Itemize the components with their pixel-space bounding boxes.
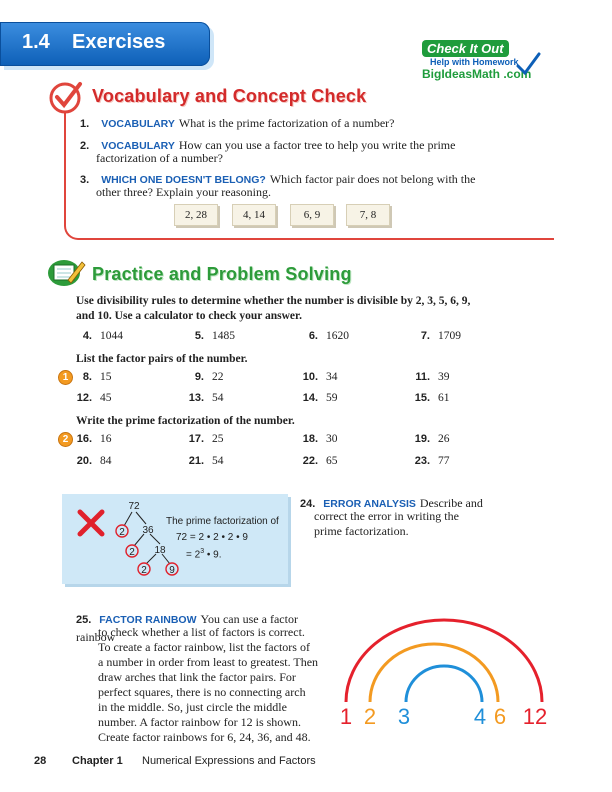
- error-statement-line1: The prime factorization of: [166, 516, 279, 527]
- footer-chapter: Chapter 1: [72, 755, 123, 767]
- exercise-item: [402, 455, 502, 471]
- exercise-number: 24.: [300, 498, 316, 510]
- exercise-number: 17.: [188, 433, 204, 445]
- exercise-text-line: perfect squares, there is no connecting arch: [98, 685, 306, 699]
- exercise-value: 61: [438, 392, 450, 404]
- exercise-item: [402, 371, 502, 387]
- exercise-value: 16: [100, 433, 112, 445]
- example-badge-1[interactable]: 1: [58, 370, 73, 385]
- exercise-number: 13.: [188, 392, 204, 404]
- tree-node: 36: [142, 525, 154, 536]
- question-keyword: VOCABULARY: [101, 118, 175, 130]
- exercise-text-line: draw arches that link the factor pairs. For: [98, 670, 296, 684]
- checkmark-icon: [514, 50, 542, 78]
- check-it-out-badge[interactable]: [416, 40, 544, 84]
- question-number: 2.: [80, 140, 90, 152]
- exercise-text-line: Create factor rainbows for 6, 24, 36, and 48.: [98, 730, 311, 744]
- exercise-text-line: in the middle. So, just circle the middle: [98, 700, 287, 714]
- exercise-text-line: correct the error in writing the: [314, 509, 459, 523]
- rainbow-factor: 6: [493, 704, 507, 729]
- exercise-value: 45: [100, 392, 112, 404]
- question-number: 1.: [80, 118, 90, 130]
- exercise-item: [290, 392, 390, 408]
- error-statement-line2: 72 = 2 • 2 • 2 • 9: [176, 532, 248, 543]
- exercise-number: 6.: [308, 330, 318, 342]
- example-badge-2[interactable]: 2: [58, 432, 73, 447]
- instructions-divisibility-line2: and 10. Use a calculator to check your answer.: [76, 310, 302, 322]
- exercise-item: [402, 392, 502, 408]
- exercise-item: [290, 371, 390, 387]
- exercise-value: 30: [326, 433, 338, 445]
- exercise-text-line: number. A factor rainbow for 12 is shown.: [98, 715, 301, 729]
- exercise-value: 26: [438, 433, 450, 445]
- exercise-value: 34: [326, 371, 338, 383]
- exercise-value: 54: [212, 455, 224, 467]
- exercise-number: 5.: [194, 330, 204, 342]
- exercise-value: 59: [326, 392, 338, 404]
- rainbow-factor: 3: [397, 704, 411, 729]
- exercise-number: 8.: [82, 371, 92, 383]
- exercise-keyword: ERROR ANALYSIS: [323, 498, 416, 510]
- factor-pair-card: 6, 9: [290, 204, 334, 226]
- tree-leaf: 2: [119, 527, 125, 538]
- exercise-value: 77: [438, 455, 450, 467]
- exercise-value: 84: [100, 455, 112, 467]
- exercise-text-line: prime factorization.: [314, 524, 409, 538]
- tree-root: 72: [128, 501, 140, 512]
- question-text: How can you use a factor tree to help you write the prime: [178, 138, 456, 152]
- exercise-number: 25.: [76, 614, 92, 626]
- exercise-item: [176, 371, 276, 387]
- rainbow-arch-3-4: [406, 666, 482, 702]
- exercise-item: [64, 330, 164, 346]
- check-circle-icon: [48, 80, 84, 116]
- factor-pair-card: 2, 28: [174, 204, 218, 226]
- exercise-number: 10.: [302, 371, 318, 383]
- question-text: What is the prime factorization of a number?: [178, 116, 395, 130]
- question-text-continued: other three? Explain your reasoning.: [96, 185, 271, 199]
- tree-leaf: 2: [141, 565, 147, 576]
- exercise-value: 65: [326, 455, 338, 467]
- exercise-number: 7.: [420, 330, 430, 342]
- exercise-item: [176, 330, 276, 346]
- notebook-pencil-icon: [46, 256, 86, 288]
- exercise-item: [402, 330, 502, 346]
- exercise-keyword: FACTOR RAINBOW: [99, 614, 197, 626]
- rainbow-factor: 12: [522, 704, 548, 729]
- exercise-item: [402, 433, 502, 449]
- rainbow-arch-1-12: [346, 620, 542, 702]
- page-number: 28: [34, 755, 47, 767]
- tree-leaf: 2: [129, 547, 135, 558]
- section-number: 1.4: [22, 31, 50, 53]
- exercise-text: You can use a factor rainbow: [76, 612, 298, 644]
- exercise-item: [290, 455, 390, 471]
- exercise-value: 39: [438, 371, 450, 383]
- exercise-text: Describe and: [419, 496, 483, 510]
- exercise-number: 12.: [76, 392, 92, 404]
- exercise-item: [176, 433, 276, 449]
- exercise-item: [64, 392, 164, 408]
- exercise-number: 20.: [76, 455, 92, 467]
- exercise-number: 21.: [188, 455, 204, 467]
- tree-leaf: 9: [169, 565, 175, 576]
- vocab-question-1: [80, 114, 550, 132]
- section-header-tab: [0, 22, 210, 66]
- instructions-factor-pairs: List the factor pairs of the number.: [76, 353, 248, 365]
- exercise-value: 1044: [100, 330, 123, 342]
- vocab-section-title: Vocabulary and Concept Check: [92, 86, 367, 106]
- exercise-number: 15.: [414, 392, 430, 404]
- section-title: Exercises: [72, 31, 166, 53]
- exercise-number: 18.: [302, 433, 318, 445]
- exercise-number: 9.: [194, 371, 204, 383]
- exercise-value: 15: [100, 371, 112, 383]
- exercise-text-line: To create a factor rainbow, list the factors of: [98, 640, 310, 654]
- error-analysis-box: [62, 494, 288, 584]
- error-statement-part: • 9.: [204, 549, 222, 561]
- tree-node: 18: [154, 545, 166, 556]
- factor-rainbow-illustration: [330, 610, 560, 730]
- question-text: Which factor pair does not belong with the: [269, 172, 476, 186]
- exercise-item: [64, 455, 164, 471]
- exercise-number: 22.: [302, 455, 318, 467]
- practice-section-title: Practice and Problem Solving: [92, 264, 352, 284]
- exercise-number: 16.: [76, 433, 92, 445]
- question-keyword: VOCABULARY: [101, 140, 175, 152]
- exercise-item: [290, 330, 390, 346]
- exercise-number: 4.: [82, 330, 92, 342]
- exercise-number: 23.: [414, 455, 430, 467]
- question-number: 3.: [80, 174, 90, 186]
- rainbow-factor: 2: [363, 704, 377, 729]
- error-statement-line3: [186, 548, 222, 560]
- rainbow-factor: 1: [339, 704, 353, 729]
- exercise-number: 14.: [302, 392, 318, 404]
- exercise-value: 1620: [326, 330, 349, 342]
- question-keyword: WHICH ONE DOESN'T BELONG?: [101, 174, 266, 186]
- factor-pair-card: 7, 8: [346, 204, 390, 226]
- error-statement-part: = 2: [186, 549, 201, 561]
- exercise-item: [64, 433, 164, 449]
- homework-help-label: Help with Homework: [430, 57, 519, 67]
- exercise-value: 1709: [438, 330, 461, 342]
- exercise-text-line: to check whether a list of factors is correct.: [98, 625, 305, 639]
- check-it-out-label: Check It Out: [422, 40, 509, 57]
- exercise-item: [290, 433, 390, 449]
- error-x-icon: [76, 508, 106, 538]
- question-text-continued: factorization of a number?: [96, 151, 223, 165]
- exercise-value: 25: [212, 433, 224, 445]
- exercise-value: 54: [212, 392, 224, 404]
- exercise-number: 19.: [414, 433, 430, 445]
- exercise-value: 1485: [212, 330, 235, 342]
- exercise-text-line: a number in order from least to greatest. Then: [98, 655, 319, 669]
- footer-chapter-title: Numerical Expressions and Factors: [142, 755, 316, 767]
- instructions-divisibility: Use divisibility rules to determine whether the number is divisible by 2, 3, 5, 6, 9,: [76, 295, 471, 307]
- exponent: 3: [200, 548, 205, 555]
- rainbow-factor: 4: [473, 704, 487, 729]
- instructions-prime-factorization: Write the prime factorization of the number.: [76, 415, 295, 427]
- exercise-number: 11.: [415, 371, 430, 383]
- website-label: BigIdeasMath .com: [422, 67, 532, 81]
- exercise-item: [176, 392, 276, 408]
- exercise-item: [64, 371, 164, 387]
- rainbow-arch-2-6: [370, 644, 498, 702]
- exercise-item: [176, 455, 276, 471]
- exercise-value: 22: [212, 371, 224, 383]
- factor-pair-card: 4, 14: [232, 204, 276, 226]
